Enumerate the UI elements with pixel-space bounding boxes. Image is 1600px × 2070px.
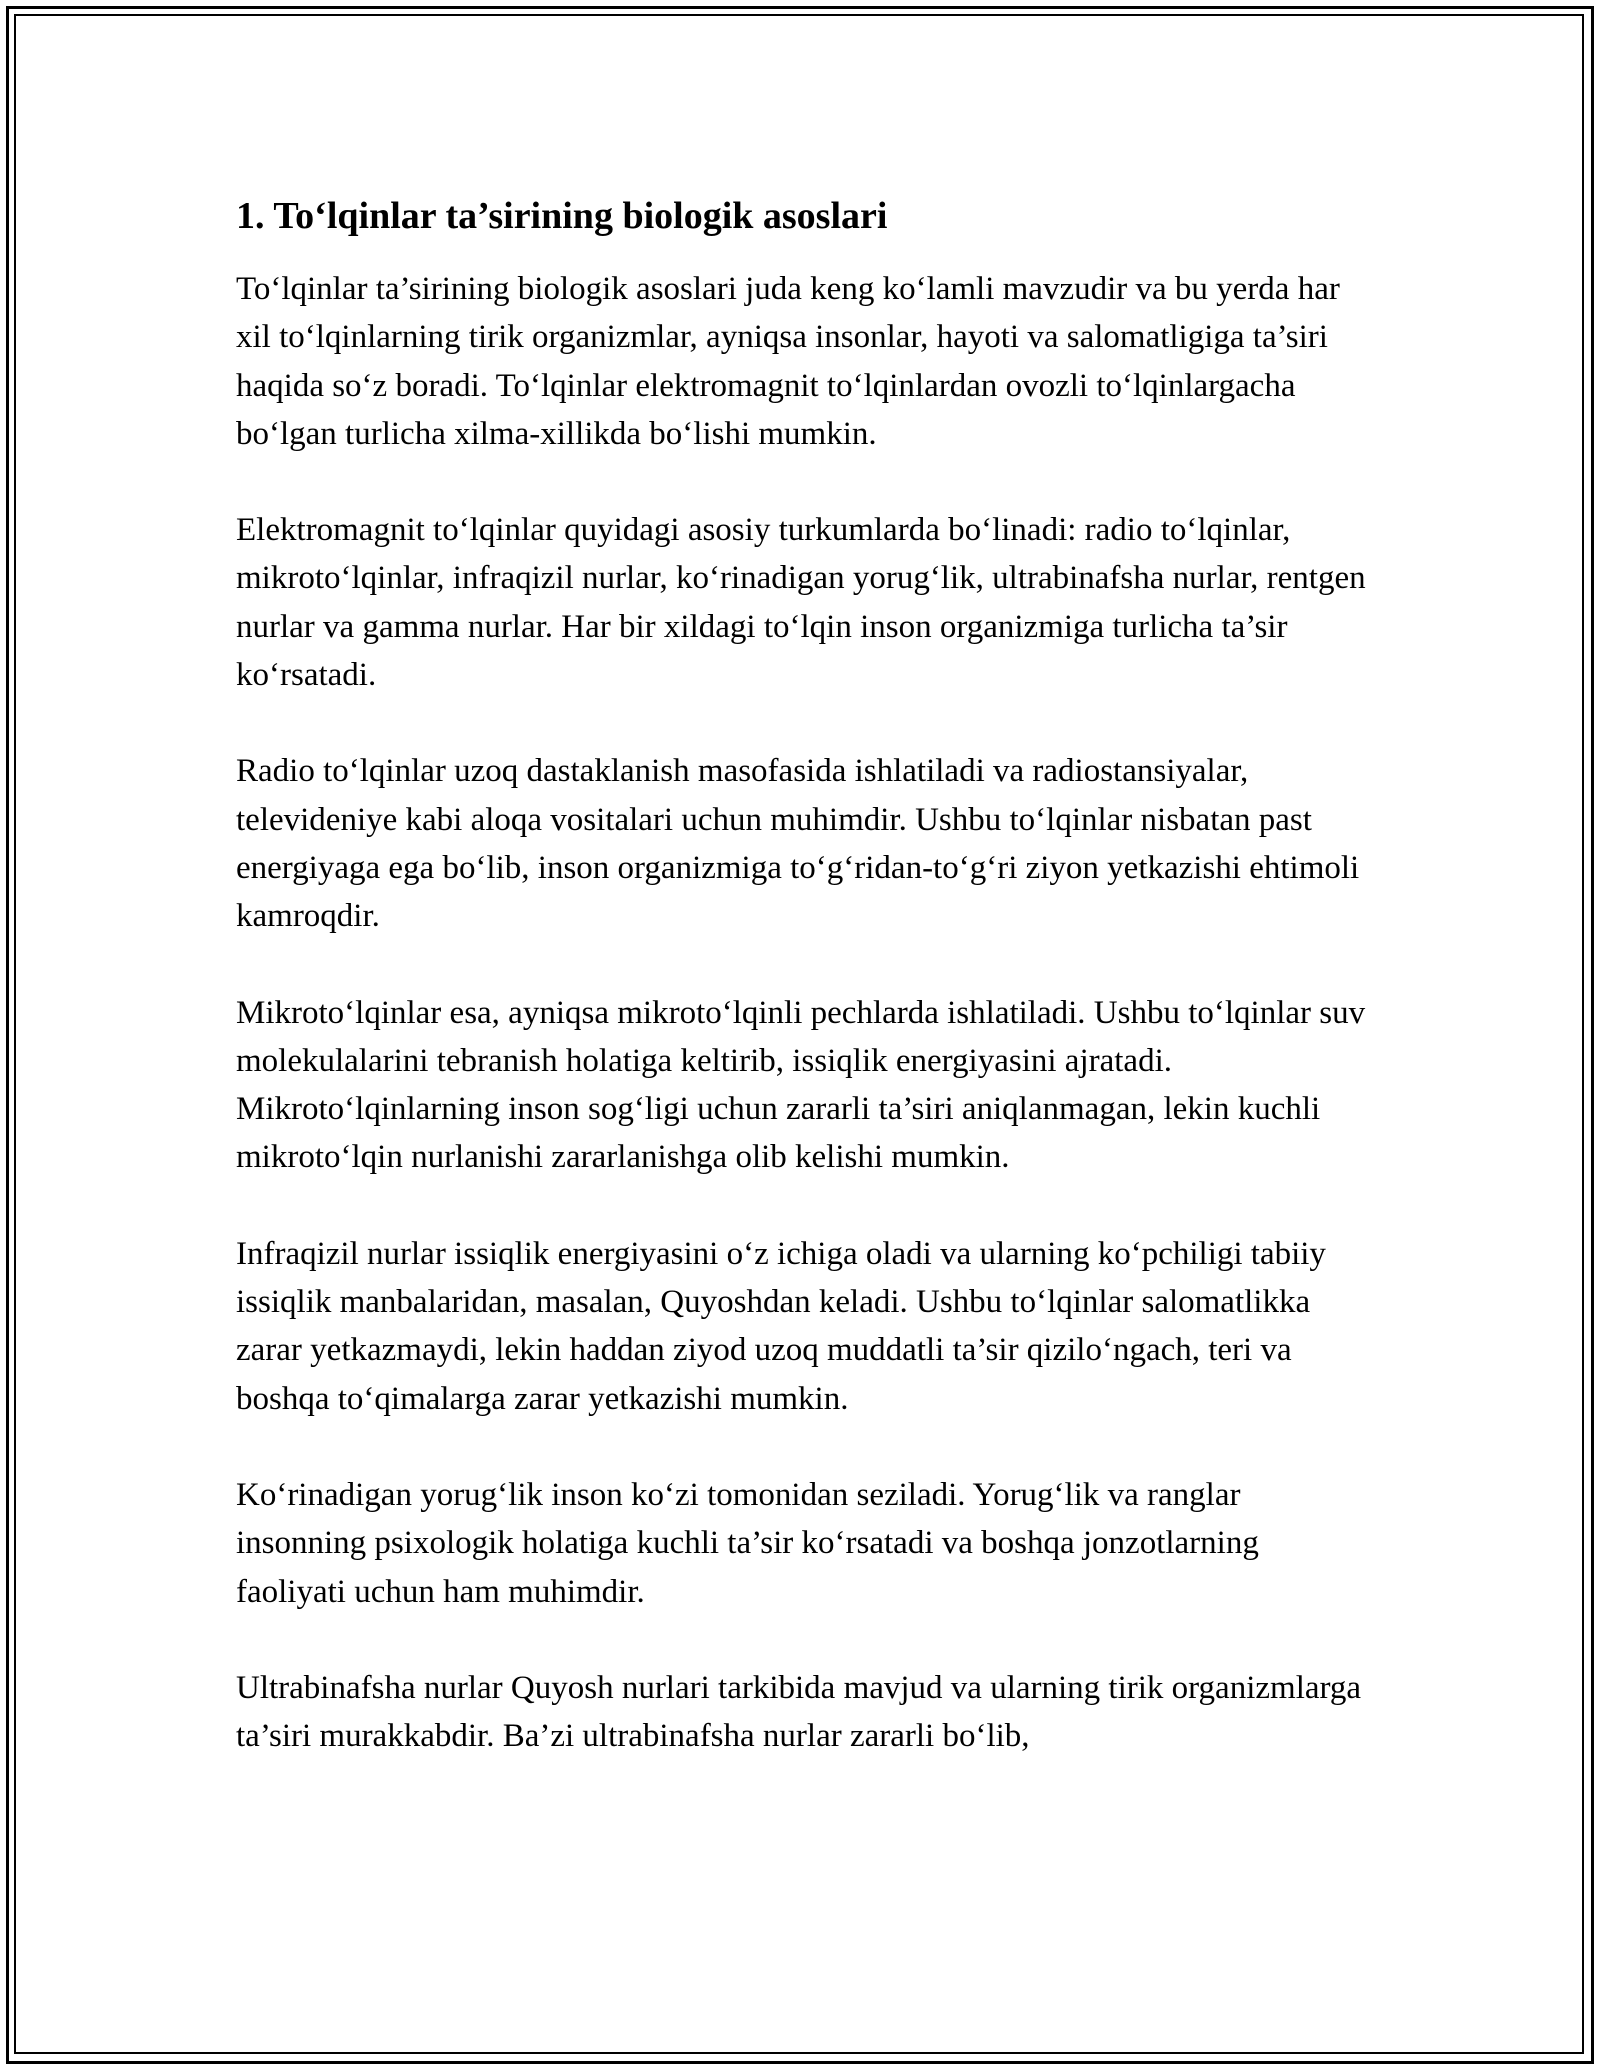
document-body xyxy=(236,188,1376,1808)
paragraph-intro: To‘lqinlar ta’sirining biologik asoslari juda keng ko‘lamli mavzudir va bu yerda har xil to‘lqinlarning tirik organizmlar, ayniqsa insonlar, hayoti va salomatligiga ta’siri haqida so‘z boradi. To‘lqinlar elektromagnit to‘lqinlardan ovozli to‘lqinlargacha bo‘lgan turlicha xilma-xillikda bo‘lishi mumkin. xyxy=(236,271,1340,452)
paragraph-microwaves: Mikroto‘lqinlar esa, ayniqsa mikroto‘lqinli pechlarda ishlatiladi. Ushbu to‘lqinlar suv molekulalarini tebranish holatiga keltirib, issiqlik energiyasini ajratadi. Mikroto‘lqinlarning inson sog‘ligi uchun zararli ta’siri aniqlanmagan, lekin kuchli mikroto‘lqin nurlanishi zararlanishga olib kelishi mumkin. xyxy=(236,994,1366,1176)
paragraph-visible-light: Ko‘rinadigan yorug‘lik inson ko‘zi tomonidan seziladi. Yorug‘lik va ranglar insonning psixologik holatiga kuchli ta’sir ko‘rsatadi va boshqa jonzotlarning faoliyati uchun ham muhimdir. xyxy=(236,1476,1259,1610)
paragraph-radio-waves: Radio to‘lqinlar uzoq dastaklanish masofasida ishlatiladi va radiostansiyalar, televideniye kabi aloqa vositalari uchun muhimdir. Ushbu to‘lqinlar nisbatan past energiyaga ega bo‘lib, inson organizmiga to‘g‘ridan-to‘g‘ri ziyon yetkazishi ehtimoli kamroqdir. xyxy=(236,753,1360,935)
paragraph-ultraviolet: Ultrabinafsha nurlar Quyosh nurlari tarkibida mavjud va ularning tirik organizmlarga ta’siri murakkabdir. Ba’zi ultrabinafsha nurlar zararli bo‘lib, xyxy=(236,1669,1362,1755)
section-heading: 1. To‘lqinlar ta’sirining biologik asoslari xyxy=(236,195,888,237)
paragraph-infrared: Infraqizil nurlar issiqlik energiyasini o‘z ichiga oladi va ularning ko‘pchiligi tabiiy issiqlik manbalaridan, masalan, Quyoshdan keladi. Ushbu to‘lqinlar salomatlikka zarar yetkazmaydi, lekin haddan ziyod uzoq muddatli ta’sir qizilo‘ngach, teri va boshqa to‘qimalarga zarar yetkazishi mumkin. xyxy=(236,1235,1326,1417)
paragraph-electromagnetic-types: Elektromagnit to‘lqinlar quyidagi asosiy turkumlarda bo‘linadi: radio to‘lqinlar, mikroto‘lqinlar, infraqizil nurlar, ko‘rinadigan yorug‘lik, ultrabinafsha nurlar, rentgen nurlar va gamma nurlar. Har bir xildagi to‘lqin inson organizmiga turlicha ta’sir ko‘rsatadi. xyxy=(236,512,1366,694)
